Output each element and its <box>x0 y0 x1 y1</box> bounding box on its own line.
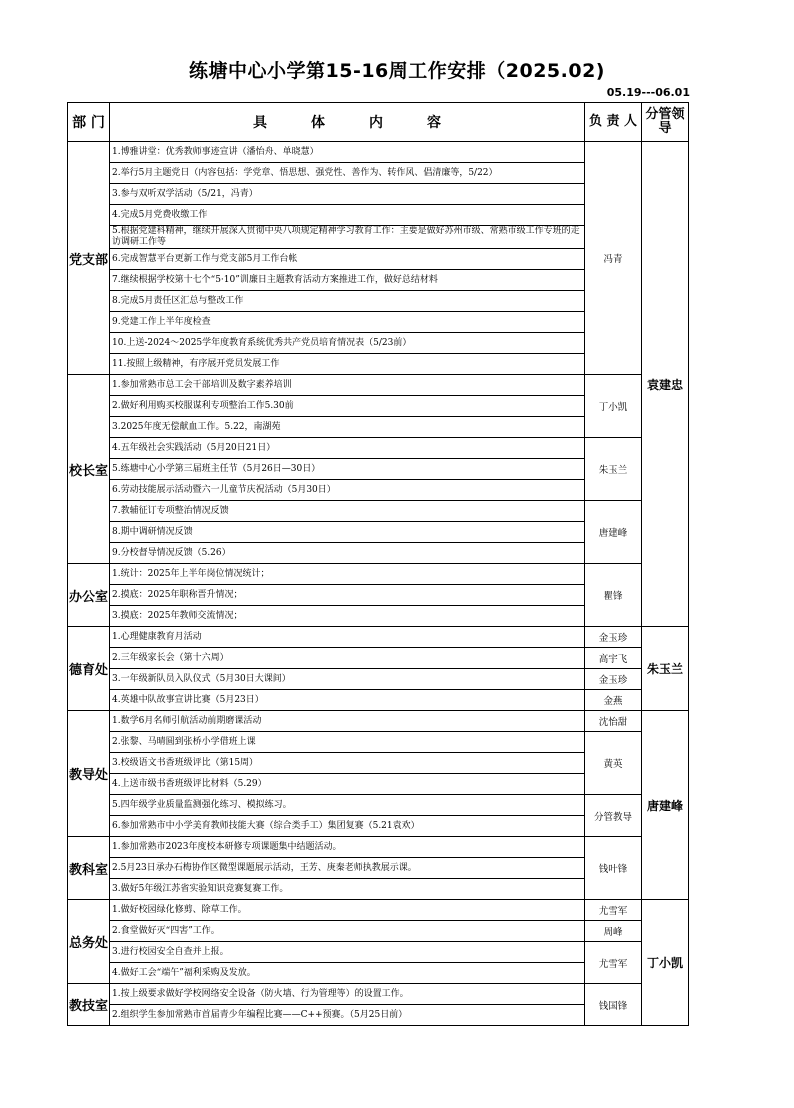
task-item: 2.摸底：2025年职称晋升情况； <box>110 585 585 606</box>
leader-name: 丁小凯 <box>642 900 689 1026</box>
task-item: 6.参加常熟市中小学美育教师技能大赛（综合类手工）集团复赛（5.21袁欢） <box>110 816 585 837</box>
task-item: 4.完成5月党费收缴工作 <box>110 205 585 226</box>
header-leader: 分管领导 <box>642 103 689 142</box>
responsible-person: 钱叶锋 <box>585 837 642 900</box>
task-item: 8.期中调研情况反馈 <box>110 522 585 543</box>
responsible-person: 丁小凯 <box>585 375 642 438</box>
responsible-person: 尤雪军 <box>585 900 642 921</box>
task-item: 6.完成智慧平台更新工作与党支部5月工作台帐 <box>110 249 585 270</box>
dept-jiaodao: 教导处 <box>68 711 110 837</box>
responsible-person: 周峰 <box>585 921 642 942</box>
task-item: 1.博雅讲堂：优秀教师事迹宣讲（潘怡舟、单晓慧） <box>110 142 585 163</box>
task-item: 2.举行5月主题党日（内容包括：学党章、悟思想、强党性、善作为、转作风、倡清廉等，5/22） <box>110 163 585 184</box>
task-item: 6.劳动技能展示活动暨六一儿童节庆祝活动（5月30日） <box>110 480 585 501</box>
task-item: 3.2025年度无偿献血工作。5.22，南湖苑 <box>110 417 585 438</box>
task-item: 1.按上级要求做好学校网络安全设备（防火墙、行为管理等）的设置工作。 <box>110 984 585 1005</box>
task-item: 7.继续根据学校第十七个“5·10”训廉日主题教育活动方案推进工作，做好总结材料 <box>110 270 585 291</box>
table-header-row <box>68 103 689 142</box>
table-row <box>68 564 689 585</box>
task-item: 3.进行校园安全自查并上报。 <box>110 942 585 963</box>
dept-dangzhi: 党支部 <box>68 142 110 375</box>
table-row <box>68 984 689 1005</box>
responsible-person: 唐建峰 <box>585 501 642 564</box>
task-item: 1.数学6月名师引航活动前期磨课活动 <box>110 711 585 732</box>
dept-bangong: 办公室 <box>68 564 110 627</box>
dept-deyu: 德育处 <box>68 627 110 711</box>
task-item: 5.四年级学业质量监测强化练习、模拟练习。 <box>110 795 585 816</box>
responsible-person: 冯青 <box>585 142 642 375</box>
dept-jiaoji: 教技室 <box>68 984 110 1026</box>
dept-zongwu: 总务处 <box>68 900 110 984</box>
responsible-person: 金燕 <box>585 690 642 711</box>
task-item: 2.5月23日承办石梅协作区微型课题展示活动，王芳、庚秦老师执教展示课。 <box>110 858 585 879</box>
responsible-person: 尤雪军 <box>585 942 642 984</box>
responsible-person: 朱玉兰 <box>585 438 642 501</box>
task-item: 1.参加常熟市2023年度校本研修专项课题集中结题活动。 <box>110 837 585 858</box>
table-row <box>68 900 689 921</box>
task-item: 2.食堂做好灭“四害”工作。 <box>110 921 585 942</box>
table-row <box>68 711 689 732</box>
responsible-person: 高宇飞 <box>585 648 642 669</box>
task-item: 3.参与双听双学活动（5/21，冯青） <box>110 184 585 205</box>
task-item: 4.做好工会“端午”福利采购及发放。 <box>110 963 585 984</box>
task-item: 3.做好5年级江苏省实验知识竞赛复赛工作。 <box>110 879 585 900</box>
task-item: 4.上送市级书香班级评比材料（5.29） <box>110 774 585 795</box>
table-row <box>68 648 689 669</box>
task-item: 3.校级语文书香班级评比（第15周） <box>110 753 585 774</box>
table-row <box>68 438 689 459</box>
task-item: 5.根据党建科精神，继续开展深入贯彻中央八项规定精神学习教育工作：主要是做好苏州市级、常熟市级工作专班的走访调研工作等 <box>110 226 585 249</box>
responsible-person: 钱国锋 <box>585 984 642 1026</box>
table-row <box>68 669 689 690</box>
task-item: 5.练塘中心小学第三届班主任节（5月26日—30日） <box>110 459 585 480</box>
table-row <box>68 942 689 963</box>
task-item: 2.三年级家长会（第十六周） <box>110 648 585 669</box>
leader-name: 唐建峰 <box>642 711 689 900</box>
leader-name: 朱玉兰 <box>642 627 689 711</box>
header-responsible: 负 责 人 <box>585 103 642 142</box>
table-row <box>68 501 689 522</box>
table-row <box>68 375 689 396</box>
table-row <box>68 627 689 648</box>
task-item: 1.统计：2025年上半年岗位情况统计； <box>110 564 585 585</box>
table-row <box>68 732 689 753</box>
table-row <box>68 837 689 858</box>
header-dept: 部 门 <box>68 103 110 142</box>
task-item: 10.上送-2024～2025学年度教育系统优秀共产党员培育情况表（5/23前） <box>110 333 585 354</box>
dept-xiaozhang: 校长室 <box>68 375 110 564</box>
responsible-person: 金玉珍 <box>585 627 642 648</box>
responsible-person: 黄英 <box>585 732 642 795</box>
task-item: 1.参加常熟市总工会干部培训及数字素养培训 <box>110 375 585 396</box>
responsible-person: 瞿锋 <box>585 564 642 627</box>
header-content: 具 体 内 容 <box>110 103 585 142</box>
table-row <box>68 142 689 163</box>
table-row <box>68 690 689 711</box>
dept-jiaoke: 教科室 <box>68 837 110 900</box>
responsible-person: 沈怡甜 <box>585 711 642 732</box>
task-item: 2.张黎、马晴圆到张桥小学借班上课 <box>110 732 585 753</box>
task-item: 2.做好利用购买校服谋利专项整治工作5.30前 <box>110 396 585 417</box>
task-item: 11.按照上级精神，有序展开党员发展工作 <box>110 354 585 375</box>
task-item: 1.心理健康教育月活动 <box>110 627 585 648</box>
task-item: 9.分校督导情况反馈（5.26） <box>110 543 585 564</box>
task-item: 2.组织学生参加常熟市首届青少年编程比赛——C++预赛。（5月25日前） <box>110 1005 585 1026</box>
task-item: 7.教辅征订专项整治情况反馈 <box>110 501 585 522</box>
table-row <box>68 921 689 942</box>
task-item: 3.摸底：2025年教师交流情况； <box>110 606 585 627</box>
task-item: 4.五年级社会实践活动（5月20日21日） <box>110 438 585 459</box>
task-item: 4.英雄中队故事宣讲比赛（5月23日） <box>110 690 585 711</box>
page-title: 练塘中心小学第15-16周工作安排（2025.02) <box>189 60 605 82</box>
date-range: 05.19---06.01 <box>606 86 690 99</box>
task-item: 9.党建工作上半年度检查 <box>110 312 585 333</box>
leader-name: 袁建忠 <box>642 142 689 627</box>
work-schedule-table <box>67 102 689 1026</box>
task-item: 3.一年级新队员入队仪式（5月30日大课间） <box>110 669 585 690</box>
table-row <box>68 795 689 816</box>
responsible-person: 分管教导 <box>585 795 642 837</box>
task-item: 1.做好校园绿化修剪、除草工作。 <box>110 900 585 921</box>
responsible-person: 金玉珍 <box>585 669 642 690</box>
task-item: 8.完成5月责任区汇总与整改工作 <box>110 291 585 312</box>
